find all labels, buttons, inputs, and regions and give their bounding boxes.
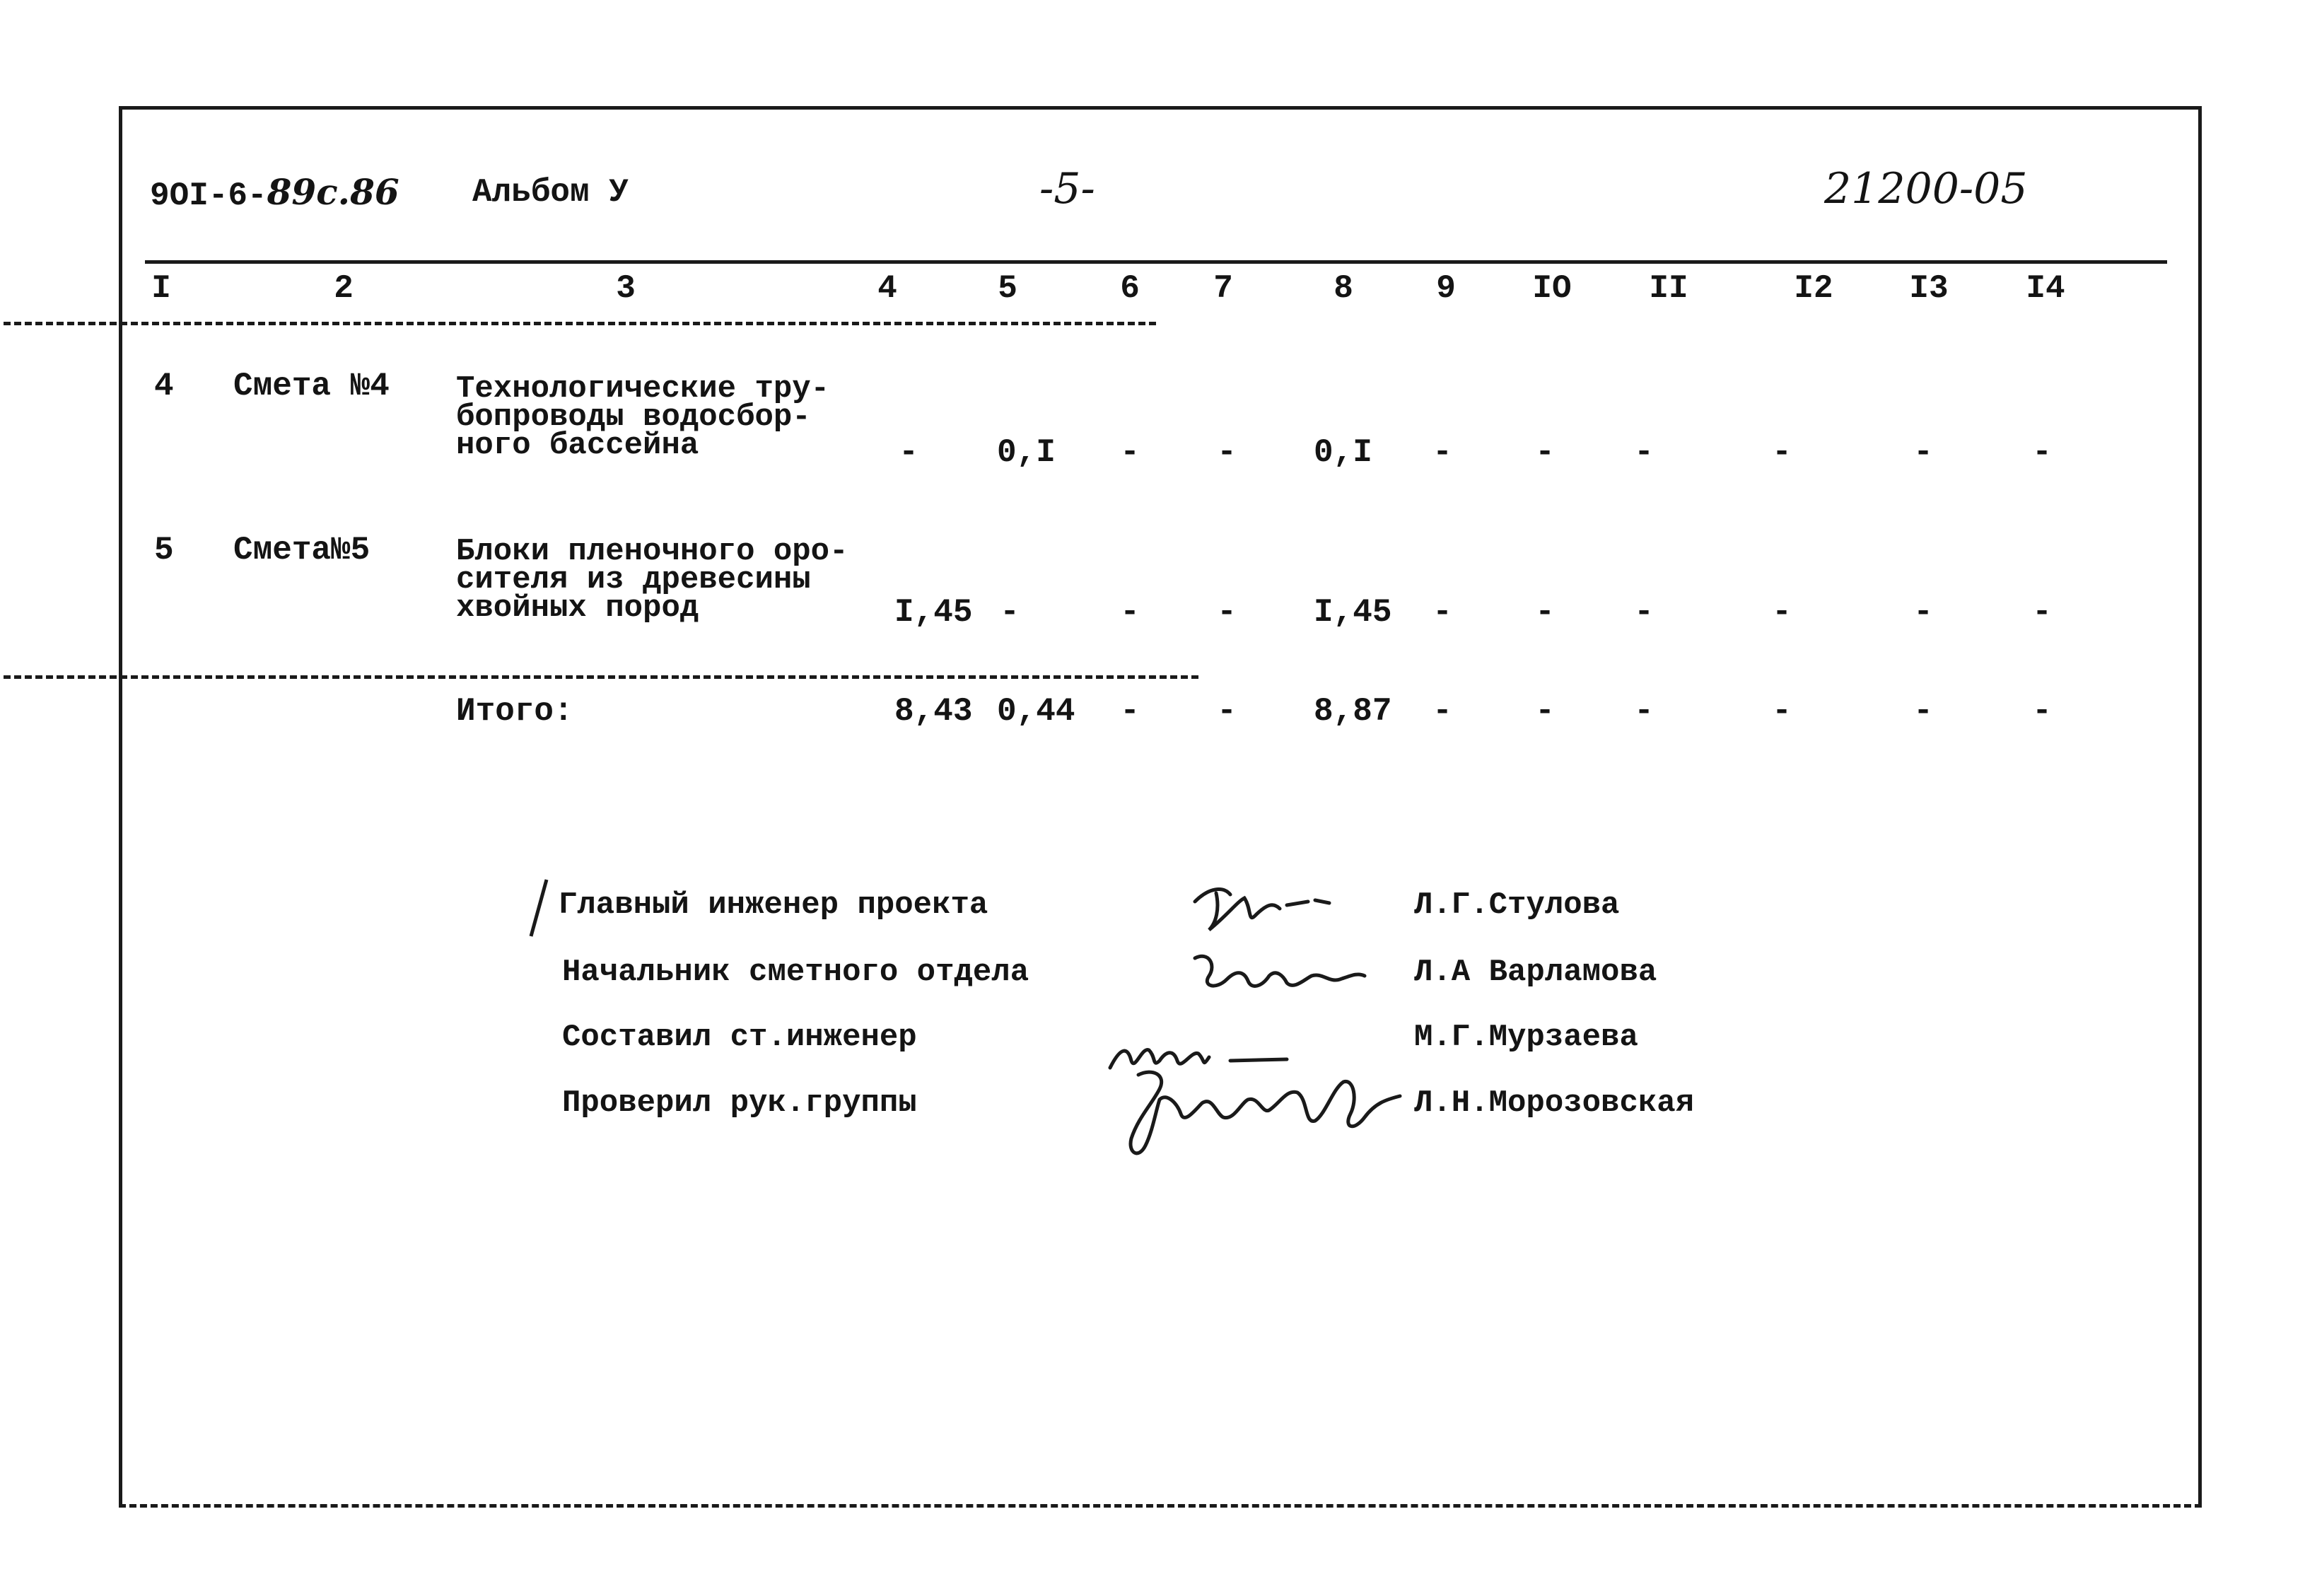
column-number: 3: [616, 270, 636, 307]
total-col8: 8,87: [1314, 693, 1392, 730]
total-label: Итого:: [456, 693, 573, 730]
signatory-role: Главный инженер проекта: [559, 887, 988, 923]
pen-stroke: [527, 877, 555, 940]
cell-col7: -: [1217, 594, 1237, 631]
total-col5: 0,44: [997, 693, 1075, 730]
total-col7: -: [1217, 693, 1237, 730]
header-top-rule: [145, 260, 2167, 264]
cell-col7: -: [1217, 434, 1237, 471]
cell-col5: -: [1000, 594, 1020, 631]
column-number: I3: [1909, 270, 1949, 307]
total-col4: 8,43: [894, 693, 973, 730]
signatory-name: М.Г.Мурзаева: [1414, 1020, 1638, 1055]
cell-col12: -: [1772, 434, 1792, 471]
description-line: сителя из древесины: [456, 562, 811, 598]
signatory-role: Проверил рук.группы: [562, 1085, 917, 1121]
description-line: Блоки пленочного оро-: [456, 534, 848, 569]
row-number: 4: [154, 368, 174, 404]
cell-col14: -: [2032, 594, 2052, 631]
column-number: 5: [998, 270, 1017, 307]
total-col9: -: [1432, 693, 1452, 730]
total-col12: -: [1772, 693, 1792, 730]
column-number: 8: [1334, 270, 1353, 307]
cell-col4: I,45: [894, 594, 973, 631]
signatory-name: Л.Г.Стулова: [1414, 887, 1620, 923]
column-number: 2: [334, 270, 354, 307]
cell-col8: 0,I: [1314, 434, 1372, 471]
description-line: ного бассейна: [456, 428, 699, 463]
handwritten-signature: [1188, 937, 1372, 1015]
total-col14: -: [2032, 693, 2052, 730]
cell-col8: I,45: [1314, 594, 1392, 631]
column-number: 7: [1213, 270, 1233, 307]
handwritten-signature: [1110, 1061, 1407, 1174]
column-number: I4: [2026, 270, 2065, 307]
cell-col9: -: [1432, 594, 1452, 631]
cell-col6: -: [1120, 594, 1140, 631]
document-code: 21200-05: [1824, 164, 2028, 214]
signatory-name: Л.Н.Морозовская: [1414, 1085, 1695, 1121]
header-bottom-rule: [0, 322, 1156, 325]
series-prefix: 9OI-6-: [150, 177, 267, 214]
row-number: 5: [154, 532, 174, 569]
cell-col13: -: [1913, 594, 1933, 631]
series-suffix: 89c.86: [267, 171, 399, 213]
cell-col11: -: [1634, 594, 1654, 631]
document-frame: [119, 106, 2202, 1508]
cell-col10: -: [1535, 434, 1555, 471]
handwritten-signature: [1188, 873, 1350, 944]
cell-col14: -: [2032, 434, 2052, 471]
description-line: бопроводы водосбор-: [456, 400, 811, 435]
page-number: -5-: [1039, 164, 1095, 214]
column-number: I2: [1794, 270, 1833, 307]
column-number: II: [1649, 270, 1688, 307]
total-col10: -: [1535, 693, 1555, 730]
series-code: [150, 171, 399, 214]
row-description: [456, 371, 830, 463]
total-rule: [0, 675, 1198, 679]
description-line: Технологические тру-: [456, 371, 830, 407]
estimate-ref: Смета№5: [233, 532, 370, 569]
row-description: [456, 534, 848, 626]
cell-col11: -: [1634, 434, 1654, 471]
column-number: IO: [1532, 270, 1572, 307]
cell-col6: -: [1120, 434, 1140, 471]
total-col11: -: [1634, 693, 1654, 730]
cell-col4: -: [899, 434, 918, 471]
cell-col10: -: [1535, 594, 1555, 631]
total-col13: -: [1913, 693, 1933, 730]
total-col6: -: [1120, 693, 1140, 730]
cell-col13: -: [1913, 434, 1933, 471]
estimate-ref: Смета №4: [233, 368, 390, 404]
signatory-role: Начальник сметного отдела: [562, 955, 1029, 990]
signatory-role: Составил ст.инженер: [562, 1020, 917, 1055]
album-label: Альбом У: [472, 174, 629, 211]
cell-col5: 0,I: [997, 434, 1056, 471]
column-number: 9: [1436, 270, 1456, 307]
cell-col9: -: [1432, 434, 1452, 471]
signatory-name: Л.А Варламова: [1414, 955, 1657, 990]
cell-col12: -: [1772, 594, 1792, 631]
column-number: 4: [877, 270, 897, 307]
column-number: I: [151, 270, 171, 307]
description-line: хвойных пород: [456, 590, 699, 626]
column-number: 6: [1120, 270, 1140, 307]
